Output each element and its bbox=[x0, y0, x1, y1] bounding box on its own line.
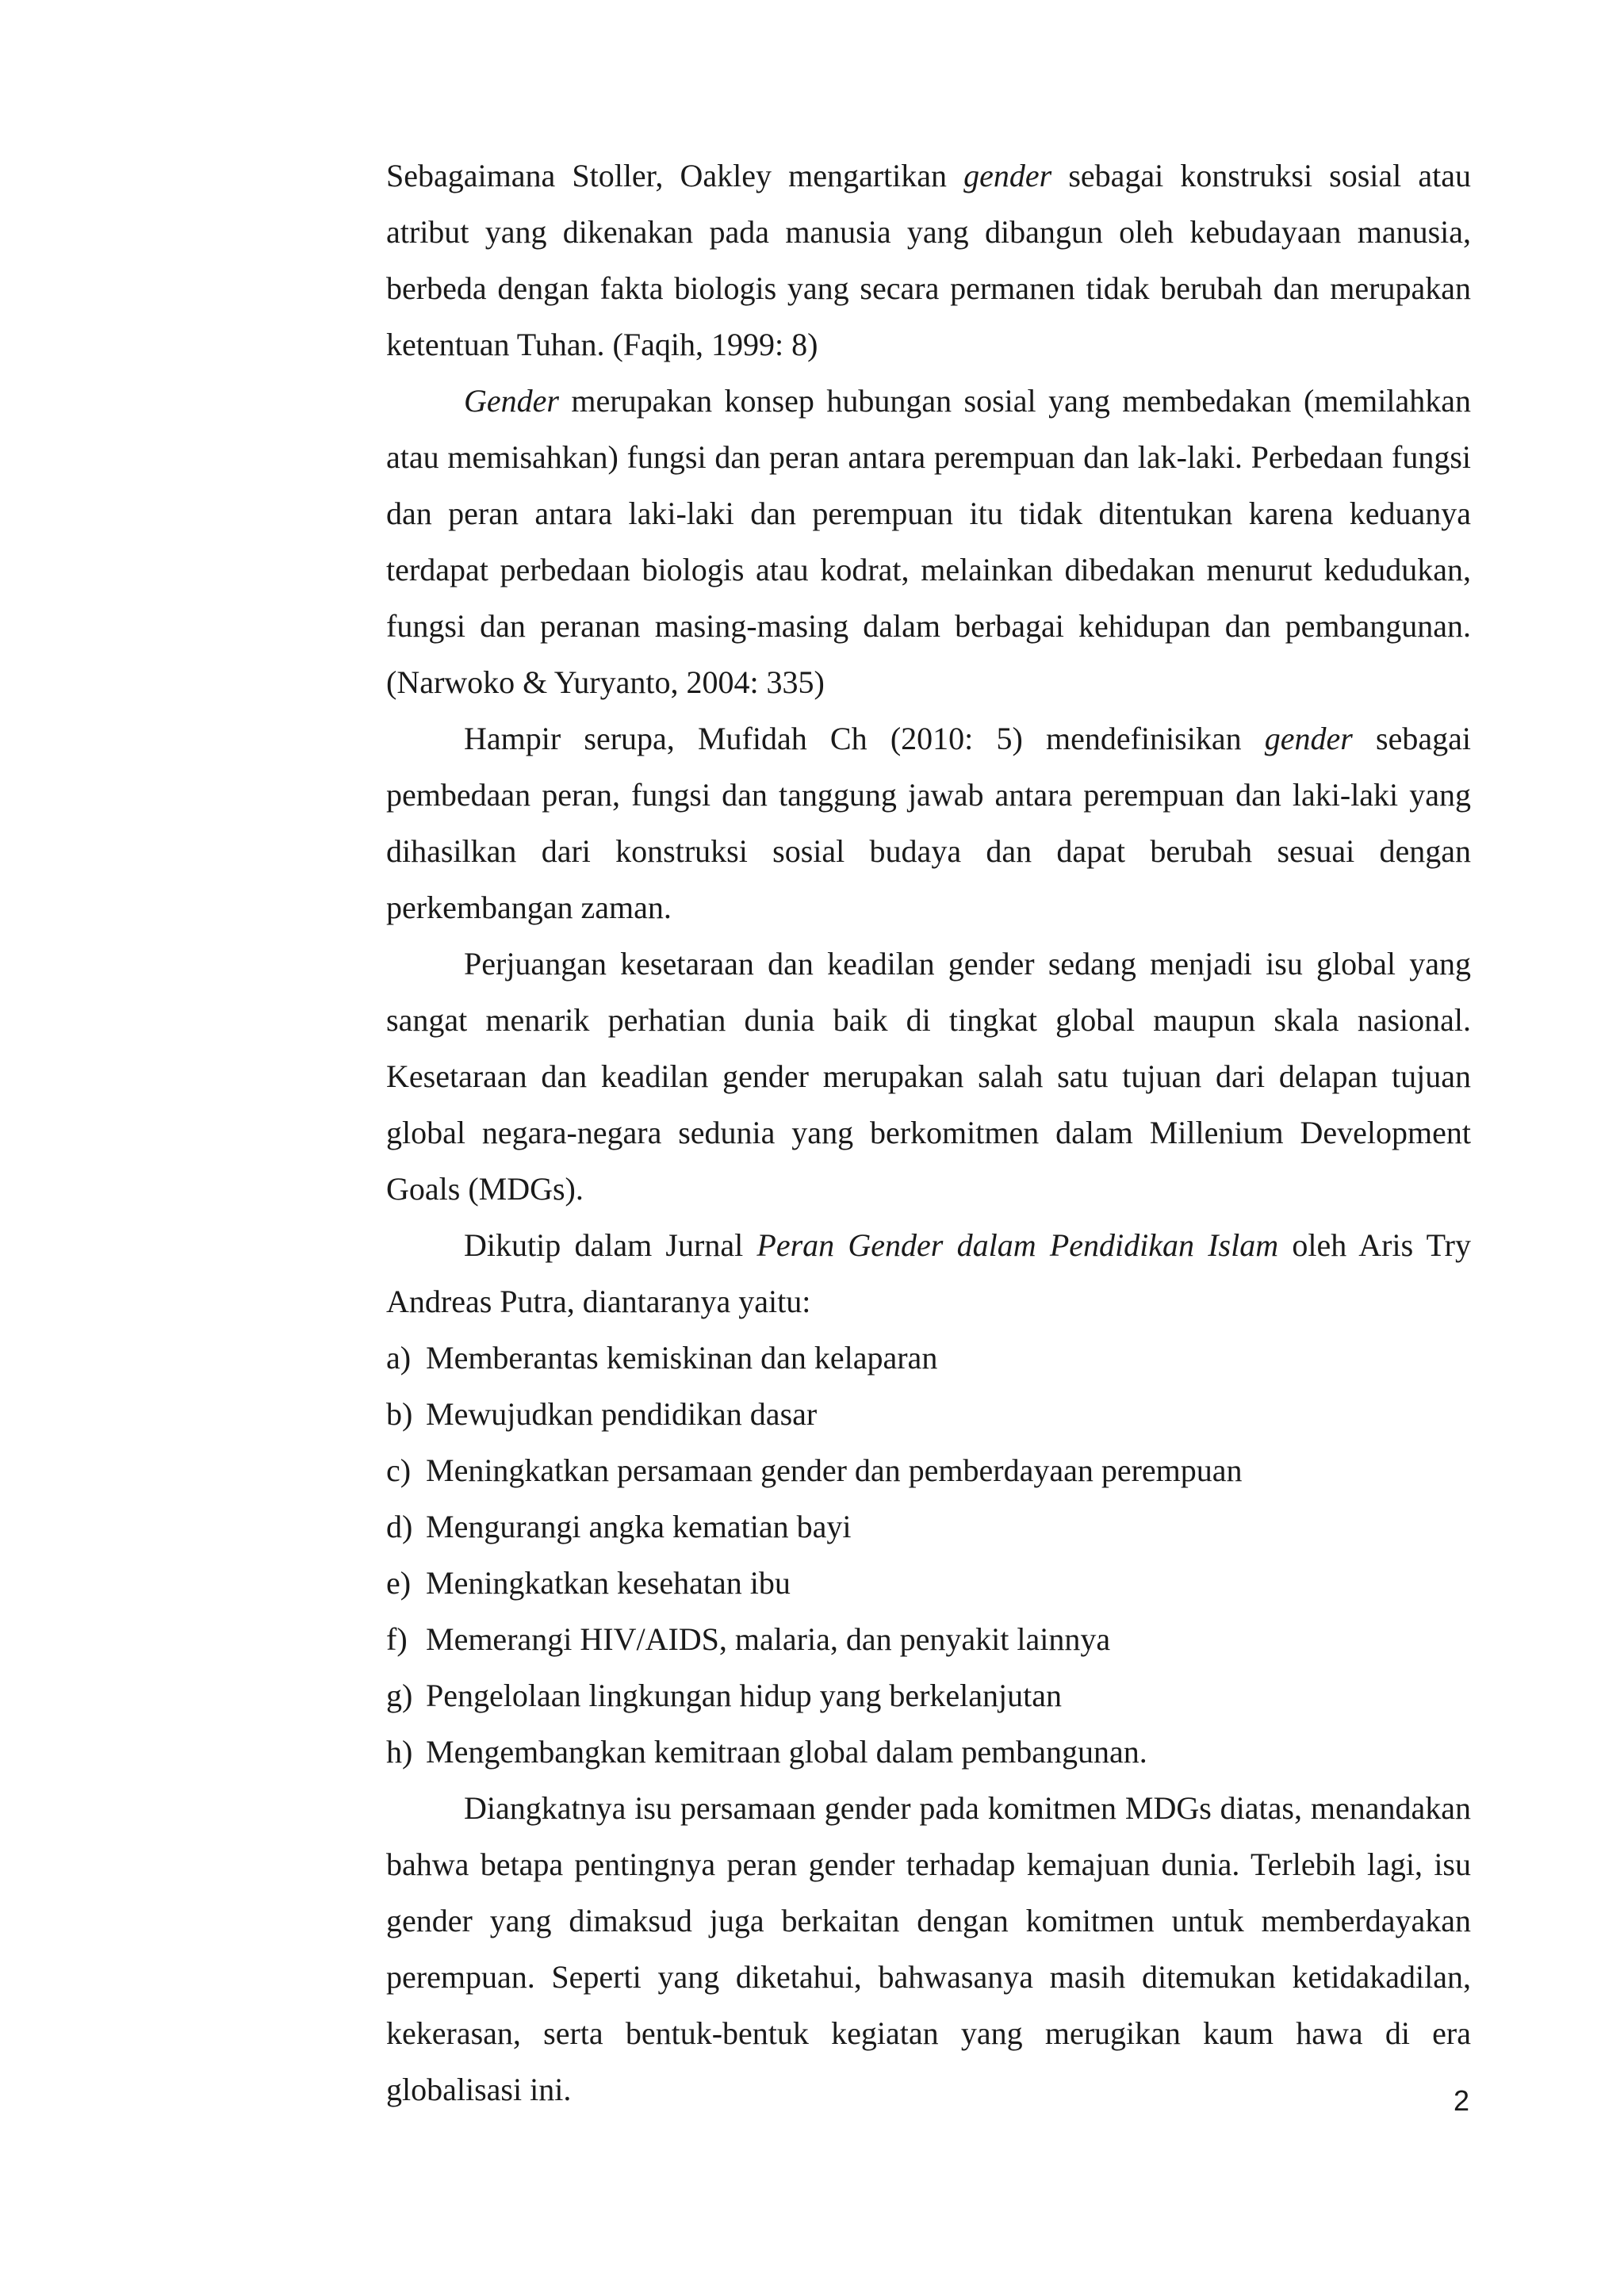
p2-term-gender: Gender bbox=[464, 383, 559, 419]
list-item-text: Mengurangi angka kematian bayi bbox=[426, 1509, 852, 1544]
paragraph-gender-concept bbox=[386, 373, 1471, 710]
document-page bbox=[386, 147, 1471, 2118]
list-item-text: Mengembangkan kemitraan global dalam pembangunan. bbox=[426, 1734, 1147, 1770]
list-item bbox=[386, 1498, 1471, 1555]
paragraph-stoller-oakley bbox=[386, 147, 1471, 373]
paragraph-mufidah-definition bbox=[386, 710, 1471, 936]
list-item-text: Mewujudkan pendidikan dasar bbox=[426, 1396, 818, 1432]
list-item bbox=[386, 1386, 1471, 1442]
list-item bbox=[386, 1330, 1471, 1386]
list-item bbox=[386, 1611, 1471, 1667]
p1-text-b: sebagai konstruksi sosial atau atribut yang dikenakan pada manusia yang dibangun oleh kebudayaan manusia, berbeda dengan fakta biologis yang secara permanen tidak berubah dan merupakan ketentuan Tuhan. (Faqih, 1999: 8) bbox=[386, 158, 1472, 362]
list-item bbox=[386, 1724, 1471, 1780]
list-marker: d) bbox=[386, 1509, 413, 1544]
page-number: 2 bbox=[1453, 2084, 1469, 2117]
list-item-text: Memberantas kemiskinan dan kelaparan bbox=[426, 1340, 938, 1376]
list-item bbox=[386, 1442, 1471, 1498]
list-item-text: Meningkatkan persamaan gender dan pemberdayaan perempuan bbox=[426, 1452, 1243, 1488]
p6-text: Diangkatnya isu persamaan gender pada komitmen MDGs diatas, menandakan bahwa betapa pentingnya peran gender terhadap kemajuan dunia. Terlebih lagi, isu gender yang dimaksud juga berkaitan dengan komitmen untuk memberdayakan perempuan. Seperti yang diketahui, bahwasanya masih ditemukan ketidakadilan, kekerasan, serta bentuk-bentuk kegiatan yang merugikan kaum hawa di era globalisasi ini. bbox=[386, 1790, 1471, 2107]
list-item bbox=[386, 1555, 1471, 1611]
p5-text-a: Dikutip dalam Jurnal bbox=[464, 1227, 757, 1263]
paragraph-mdg-commitment bbox=[386, 1780, 1471, 2118]
p4-text: Perjuangan kesetaraan dan keadilan gender sedang menjadi isu global yang sangat menarik perhatian dunia baik di tingkat global maupun skala nasional. Kesetaraan dan keadilan gender merupakan salah satu tujuan dari delapan tujuan global negara-negara sedunia yang berkomitmen dalam Millenium Development Goals (MDGs). bbox=[386, 946, 1471, 1207]
paragraph-gender-equality-struggle bbox=[386, 936, 1471, 1217]
mdg-goals-list bbox=[386, 1330, 1471, 1780]
list-item-text: Pengelolaan lingkungan hidup yang berkelanjutan bbox=[426, 1678, 1063, 1713]
p3-term-gender: gender bbox=[1264, 721, 1353, 756]
list-item bbox=[386, 1667, 1471, 1724]
p3-text-b: sebagai pembedaan peran, fungsi dan tanggung jawab antara perempuan dan laki-laki yang dihasilkan dari konstruksi sosial budaya dan dapat berubah sesuai dengan perkembangan zaman. bbox=[386, 721, 1471, 925]
list-item-text: Memerangi HIV/AIDS, malaria, dan penyakit lainnya bbox=[426, 1621, 1111, 1657]
list-marker: f) bbox=[386, 1621, 408, 1657]
list-marker: g) bbox=[386, 1678, 413, 1713]
list-item-text: Meningkatkan kesehatan ibu bbox=[426, 1565, 791, 1601]
list-marker: h) bbox=[386, 1734, 413, 1770]
p5-journal-title: Peran Gender dalam Pendidikan Islam bbox=[756, 1227, 1279, 1263]
list-marker: e) bbox=[386, 1565, 412, 1601]
p1-term-gender: gender bbox=[963, 158, 1052, 193]
list-marker: a) bbox=[386, 1340, 412, 1376]
list-marker: c) bbox=[386, 1452, 412, 1488]
paragraph-journal-quote bbox=[386, 1217, 1471, 1330]
p5-text-b: oleh Aris Try Andreas Putra, diantaranya yaitu: bbox=[386, 1227, 1471, 1319]
p3-text-a: Hampir serupa, Mufidah Ch (2010: 5) mendefinisikan bbox=[464, 721, 1265, 756]
list-marker: b) bbox=[386, 1396, 413, 1432]
p1-text-a: Sebagaimana Stoller, Oakley mengartikan bbox=[386, 158, 964, 193]
p2-text-b: merupakan konsep hubungan sosial yang membedakan (memilahkan atau memisahkan) fungsi dan peran antara perempuan dan lak-laki. Perbedaan fungsi dan peran antara laki-laki dan perempuan itu tidak ditentukan karena keduanya terdapat perbedaan biologis atau kodrat, melainkan dibedakan menurut kedudukan, fungsi dan peranan masing-masing dalam berbagai kehidupan dan pembangunan. (Narwoko & Yuryanto, 2004: 335) bbox=[386, 383, 1471, 700]
